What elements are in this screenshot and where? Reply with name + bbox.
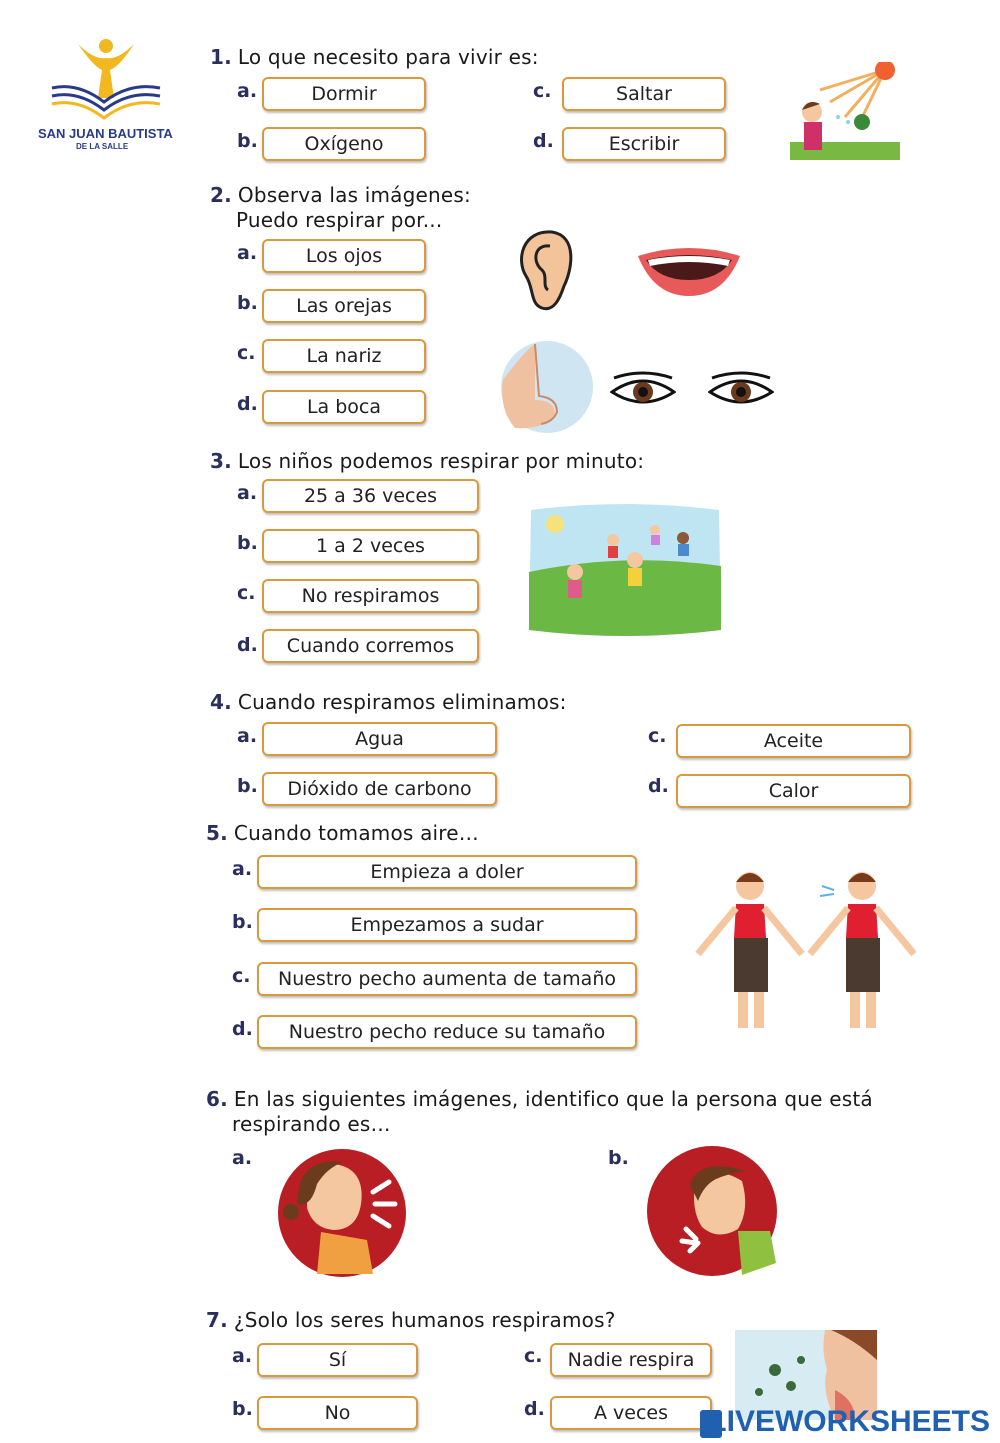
children-playing-image: [525, 502, 723, 638]
question-number: 7.: [206, 1308, 228, 1332]
option-letter: a.: [237, 242, 258, 264]
option-letter: d.: [648, 775, 669, 797]
school-logo: [38, 36, 173, 156]
option-letter: c.: [232, 965, 251, 987]
answer-box-empieza-a-doler[interactable]: Empieza a doler: [257, 855, 637, 889]
question-3-title: [210, 449, 644, 473]
option-letter: a.: [232, 1345, 253, 1367]
question-6-subtitle: respirando es…: [232, 1112, 391, 1136]
girl-breathing-sun-image: [790, 62, 900, 160]
answer-box-a-veces[interactable]: A veces: [550, 1396, 712, 1430]
question-text: Observa las imágenes:: [237, 183, 471, 207]
option-letter: c.: [237, 582, 256, 604]
option-letter: d.: [524, 1398, 545, 1420]
option-letter: a.: [237, 725, 258, 747]
question-6-title: [206, 1087, 873, 1111]
answer-box-pecho-aumenta[interactable]: Nuestro pecho aumenta de tamaño: [257, 962, 637, 996]
option-letter: c.: [533, 80, 552, 102]
answer-box-empezamos-a-sudar[interactable]: Empezamos a sudar: [257, 908, 637, 942]
question-1-title: [210, 45, 539, 69]
option-letter: a.: [232, 1147, 253, 1169]
answer-box-los-ojos[interactable]: Los ojos: [262, 239, 426, 273]
logo-subname: DE LA SALLE: [76, 142, 129, 151]
answer-box-oxigeno[interactable]: Oxígeno: [262, 127, 426, 161]
ear-icon: [512, 226, 578, 312]
answer-box-1-a-2[interactable]: 1 a 2 veces: [262, 529, 479, 563]
answer-box-aceite[interactable]: Aceite: [676, 724, 911, 758]
exhaling-girl-image[interactable]: [277, 1148, 407, 1278]
liveworksheets-brand: LIVEWORKSHEETS: [708, 1405, 990, 1438]
question-text: Los niños podemos respirar por minuto:: [237, 449, 645, 473]
question-number: 1.: [210, 45, 232, 69]
nose-icon: [495, 340, 599, 434]
question-text: ¿Solo los seres humanos respiramos?: [233, 1308, 616, 1332]
answer-box-la-nariz[interactable]: La nariz: [262, 339, 426, 373]
answer-box-agua[interactable]: Agua: [262, 722, 497, 756]
answer-box-no[interactable]: No: [257, 1396, 418, 1430]
answer-box-pecho-reduce[interactable]: Nuestro pecho reduce su tamaño: [257, 1015, 637, 1049]
answer-box-escribir[interactable]: Escribir: [562, 127, 726, 161]
option-letter: d.: [533, 130, 554, 152]
question-number: 2.: [210, 183, 232, 207]
answer-box-saltar[interactable]: Saltar: [562, 77, 726, 111]
option-letter: b.: [232, 911, 253, 933]
book-person-logo-icon: [38, 36, 173, 121]
option-letter: a.: [237, 482, 258, 504]
option-letter: c.: [648, 725, 667, 747]
mouth-icon: [634, 246, 744, 298]
question-4-title: [210, 690, 567, 714]
answer-box-25-a-36[interactable]: 25 a 36 veces: [262, 479, 479, 513]
eye-icon: [708, 370, 774, 414]
option-letter: b.: [232, 1398, 253, 1420]
option-letter: d.: [237, 634, 258, 656]
option-letter: b.: [237, 292, 258, 314]
answer-box-calor[interactable]: Calor: [676, 774, 911, 808]
answer-box-nadie-respira[interactable]: Nadie respira: [550, 1343, 712, 1377]
option-letter: a.: [232, 858, 253, 880]
eye-icon: [610, 370, 676, 414]
question-number: 4.: [210, 690, 232, 714]
answer-box-dormir[interactable]: Dormir: [262, 77, 426, 111]
answer-box-si[interactable]: Sí: [257, 1343, 418, 1377]
answer-box-dioxido-de-carbono[interactable]: Dióxido de carbono: [262, 772, 497, 806]
option-letter: d.: [232, 1018, 253, 1040]
question-text: Lo que necesito para vivir es:: [237, 45, 539, 69]
option-letter: b.: [237, 532, 258, 554]
question-7-title: [206, 1308, 616, 1332]
option-letter: d.: [237, 393, 258, 415]
question-2-title: [210, 183, 471, 207]
option-letter: c.: [524, 1345, 543, 1367]
question-text: En las siguientes imágenes, identifico que la persona que está: [233, 1087, 873, 1111]
question-number: 3.: [210, 449, 232, 473]
option-letter: b.: [237, 775, 258, 797]
option-letter: c.: [237, 342, 256, 364]
option-letter: b.: [237, 130, 258, 152]
option-letter: b.: [608, 1147, 629, 1169]
answer-box-cuando-corremos[interactable]: Cuando corremos: [262, 629, 479, 663]
answer-box-la-boca[interactable]: La boca: [262, 390, 426, 424]
answer-box-las-orejas[interactable]: Las orejas: [262, 289, 426, 323]
girls-breathing-image: [692, 868, 916, 1038]
question-number: 6.: [206, 1087, 228, 1111]
question-5-title: [206, 821, 479, 845]
question-text: Cuando tomamos aire…: [233, 821, 479, 845]
inhaling-boy-image[interactable]: [646, 1145, 778, 1277]
question-text: Cuando respiramos eliminamos:: [237, 690, 567, 714]
answer-box-no-respiramos[interactable]: No respiramos: [262, 579, 479, 613]
logo-name: SAN JUAN BAUTISTA: [38, 126, 173, 141]
option-letter: a.: [237, 80, 258, 102]
question-number: 5.: [206, 821, 228, 845]
question-2-subtitle: Puedo respirar por...: [236, 208, 443, 232]
